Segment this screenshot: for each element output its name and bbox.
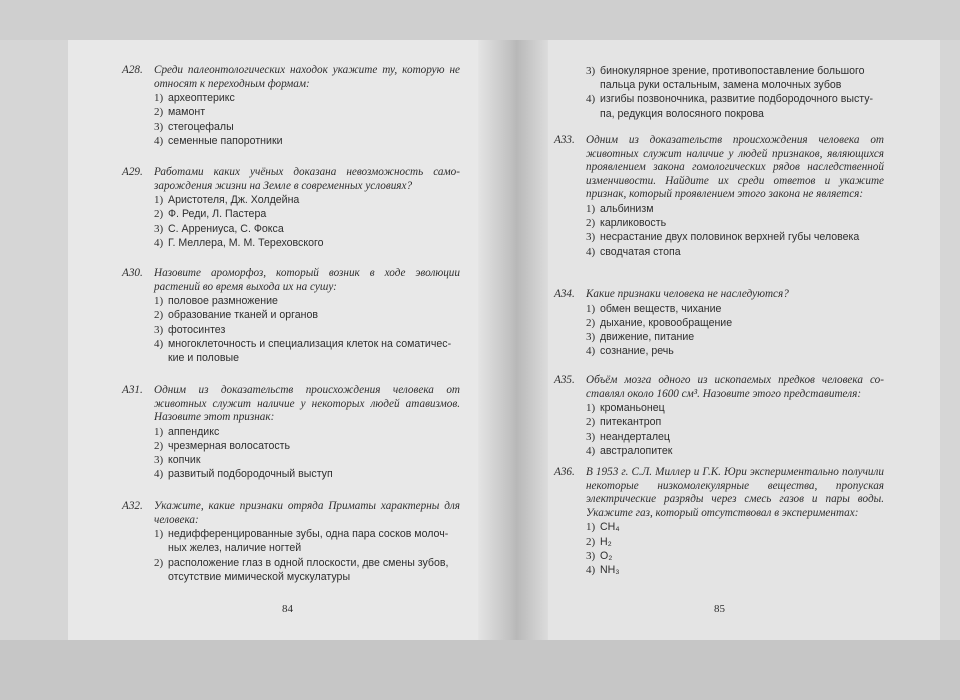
question-a32 bbox=[122, 500, 460, 584]
answer-option: 4) австралопитек bbox=[586, 444, 673, 457]
question-a36 bbox=[554, 466, 884, 577]
answer-option: 1) археоптерикс bbox=[154, 92, 235, 105]
book-gutter bbox=[478, 40, 548, 640]
question-number: А28. bbox=[122, 64, 143, 76]
question-a30 bbox=[122, 267, 460, 365]
page-number-right: 85 bbox=[714, 603, 725, 615]
answer-option: 4) изгибы позвоночника, развитие подбородочного выступа, редукция волосяного покрова bbox=[586, 93, 874, 120]
answer-option: 1) половое размножение bbox=[154, 295, 278, 308]
answer-option: 2) питекантроп bbox=[586, 416, 662, 429]
question-number: А29. bbox=[122, 166, 143, 178]
question-text: Работами каких учёных доказана невозможность самозарождения жизни на Земле в современных условиях? bbox=[154, 166, 460, 192]
question-a33 bbox=[554, 134, 884, 259]
question-text: Какие признаки человека не наследуются? bbox=[586, 288, 789, 300]
answer-option: 3) бинокулярное зрение, противопоставление большого пальца руки остальным, замена молочных зубов bbox=[586, 65, 865, 92]
answer-option: 3) фотосинтез bbox=[154, 323, 226, 336]
question-a32-continuation bbox=[554, 64, 884, 121]
question-number: А33. bbox=[554, 134, 575, 146]
question-number: А34. bbox=[554, 288, 575, 300]
answer-options bbox=[586, 520, 884, 577]
answer-option: 1) Аристотеля, Дж. Холдейна bbox=[154, 194, 300, 207]
question-number: А31. bbox=[122, 384, 143, 396]
answer-option: 1) недифференцированные зубы, одна пара сосков молочных желез, наличие ногтей bbox=[154, 528, 449, 555]
answer-options bbox=[154, 91, 460, 148]
question-number: А35. bbox=[554, 374, 575, 386]
question-a29 bbox=[122, 166, 460, 250]
answer-option: 3) несрастание двух половинок верхней губы человека bbox=[586, 231, 860, 244]
answer-option: 1) альбинизм bbox=[586, 202, 654, 215]
question-text: Одним из доказательств происхождения человека от животных служит наличие у некоторых людей атавизмов. Назовите этот признак: bbox=[154, 384, 460, 424]
question-a35 bbox=[554, 374, 884, 458]
answer-option: 3) O₂ bbox=[586, 549, 613, 562]
answer-options bbox=[154, 425, 460, 482]
answer-option: 3) стегоцефалы bbox=[154, 120, 234, 133]
answer-options bbox=[586, 401, 884, 458]
answer-option: 3) копчик bbox=[154, 454, 201, 467]
question-text: Одним из доказательств происхождения человека от животных служит наличие у людей признаков, являющихся проявлением закона гомологических рядов наследственной изменчивости. Найдите их среди ответов и укажите признак, который проявлением этого закона не является: bbox=[586, 134, 884, 201]
answer-option: 3) С. Аррениуса, С. Фокса bbox=[154, 222, 284, 235]
answer-option: 4) Г. Меллера, М. М. Тереховского bbox=[154, 236, 324, 249]
answer-option: 3) движение, питание bbox=[586, 331, 695, 343]
question-number: А36. bbox=[554, 466, 575, 478]
answer-option: 1) аппендикс bbox=[154, 425, 220, 438]
question-text: Назовите ароморфоз, который возник в ходе эволюции растений во время выхода их на сушу: bbox=[154, 267, 460, 293]
answer-options bbox=[586, 302, 884, 359]
page-number-left: 84 bbox=[282, 603, 293, 615]
answer-options bbox=[154, 193, 460, 250]
answer-option: 2) расположение глаз в одной плоскости, две смены зубов, отсутствие мимической мускулатуры bbox=[154, 556, 449, 583]
answer-option: 3) неандерталец bbox=[586, 430, 670, 443]
answer-option: 4) многоклеточность и специализация клеток на соматические и половые bbox=[154, 337, 452, 364]
scan-bottom-margin bbox=[0, 640, 960, 700]
answer-option: 2) карликовость bbox=[586, 217, 667, 230]
answer-option: 4) сводчатая стопа bbox=[586, 245, 681, 258]
question-number: А30. bbox=[122, 267, 143, 279]
answer-options bbox=[586, 202, 884, 259]
scan-top-margin bbox=[0, 0, 960, 40]
answer-option: 2) мамонт bbox=[154, 106, 206, 119]
answer-options bbox=[154, 527, 460, 584]
answer-option: 4) развитый подбородочный выступ bbox=[154, 468, 333, 481]
answer-option: 2) образование тканей и органов bbox=[154, 309, 319, 322]
question-text: Объём мозга одного из ископаемых предков человека составлял около 1600 см³. Назовите этого представителя: bbox=[586, 374, 884, 400]
question-a31 bbox=[122, 384, 460, 482]
answer-option: 1) кроманьонец bbox=[586, 402, 665, 415]
question-a34 bbox=[554, 288, 884, 358]
question-text: В 1953 г. С.Л. Миллер и Г.К. Юри экспериментально получили некоторые низкомолекулярные вещества, пропуская электрические разряды через смесь газов и пары воды. Укажите газ, который отсутствовал в экспериментах: bbox=[586, 466, 884, 519]
answer-option: 1) обмен веществ, чихание bbox=[586, 302, 722, 315]
answer-option: 4) семенные папоротники bbox=[154, 134, 283, 147]
answer-option: 2) чрезмерная волосатость bbox=[154, 439, 291, 452]
answer-option: 4) сознание, речь bbox=[586, 345, 674, 358]
answer-option: 1) CH₄ bbox=[586, 521, 620, 534]
question-text: Среди палеонтологических находок укажите ту, которую не относят к переходным формам: bbox=[154, 64, 460, 90]
question-text: Укажите, какие признаки отряда Приматы характерны для человека: bbox=[154, 500, 460, 526]
answer-option: 2) Ф. Реди, Л. Пастера bbox=[154, 208, 267, 221]
question-number: А32. bbox=[122, 500, 143, 512]
answer-option: 4) NH₃ bbox=[586, 563, 620, 576]
question-a28 bbox=[122, 64, 460, 148]
answer-option: 2) дыхание, кровообращение bbox=[586, 316, 733, 329]
answer-option: 2) H₂ bbox=[586, 535, 612, 548]
answer-options bbox=[154, 294, 460, 365]
answer-options bbox=[586, 64, 884, 121]
